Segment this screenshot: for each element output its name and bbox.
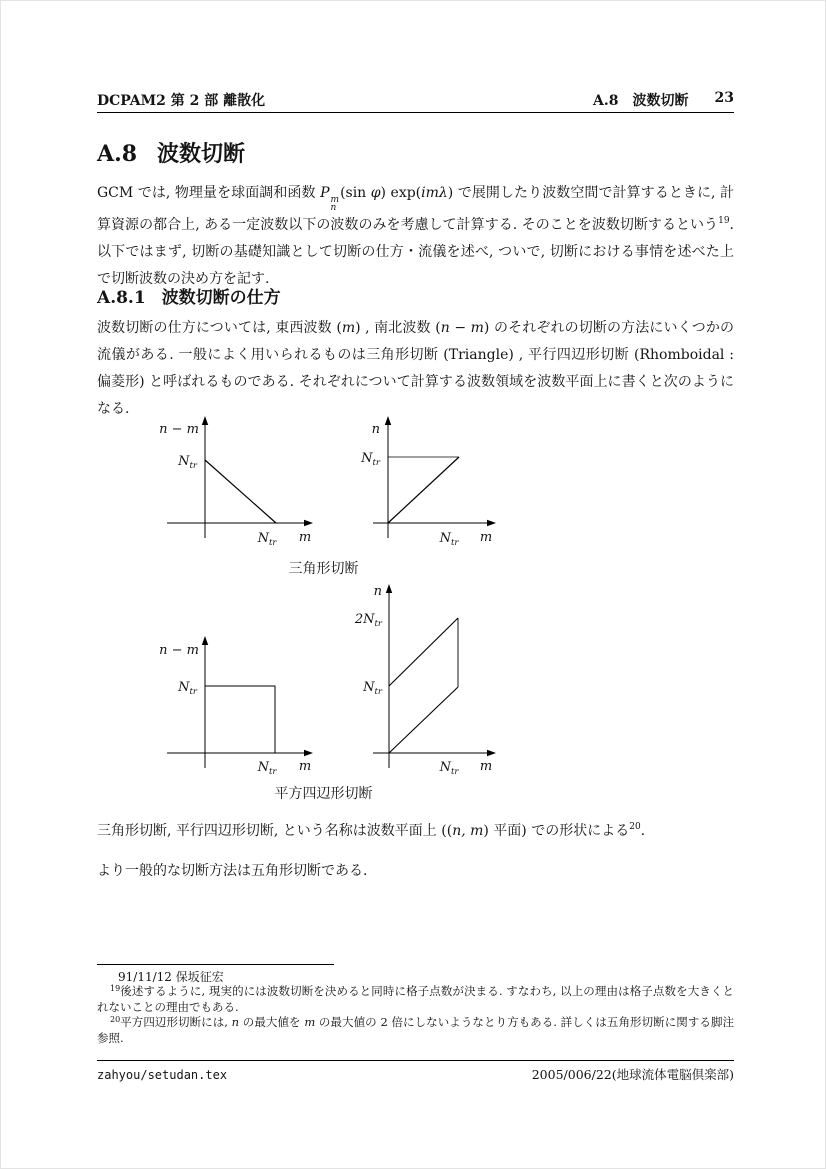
footer-rule — [97, 1060, 734, 1061]
diagram-triangle-nm-plane — [147, 412, 330, 552]
x-tick-Ntr: $N_{tr}$ — [257, 531, 277, 548]
x-tick-Ntr: $N_{tr}$ — [439, 760, 459, 777]
figure-caption: 平方四辺形切断 — [274, 786, 373, 802]
truncation-boundary-line — [205, 460, 276, 523]
paragraph-truncation-methods — [97, 315, 734, 423]
section-title — [97, 137, 245, 168]
header-rule — [97, 112, 734, 113]
page-footer — [97, 1065, 734, 1083]
x-tick-Ntr: $N_{tr}$ — [257, 760, 277, 777]
text-run: (sin — [340, 185, 371, 201]
text-run: ) 平面) での形状による — [483, 823, 630, 839]
y-axis-arrow — [202, 636, 208, 645]
x-axis-label: m — [479, 759, 493, 774]
text-run: 平方四辺形切断には, — [120, 1015, 232, 1029]
footnote-rule — [97, 964, 334, 965]
footer-filename: zahyou/setudan.tex — [97, 1068, 228, 1082]
math-P: P — [320, 185, 330, 201]
diagram-rhomboidal-n-plane — [330, 582, 500, 777]
y-axis-label: n − m — [159, 422, 199, 437]
text-run: GCM では, 物理量を球面調和函数 — [97, 185, 321, 201]
math-m: m — [341, 320, 356, 336]
subsection-heading — [97, 283, 281, 308]
text-run: 後述するように, 現実的には波数切断を決めると同時に格子点数が決まる. すなわち, 以上の理由は格子点数を大きくとれないことの理由でもある. — [97, 984, 734, 1014]
text-run: 三角形切断, 平行四辺形切断, という名称は波数平面上 (( — [97, 823, 453, 839]
math-phi: φ — [370, 185, 381, 201]
figure-row — [147, 412, 500, 552]
header-left-title: DCPAM2 第 2 部 離散化 — [97, 93, 266, 109]
x-axis-arrow — [487, 750, 496, 756]
text-run: ) — [447, 185, 454, 201]
footer-date-credit: 2005/006/22(地球流体電脳倶楽部) — [531, 1067, 734, 1082]
y-tick-Ntr: $N_{tr}$ — [178, 454, 197, 471]
parallelogram-bottom-diagonal — [389, 687, 458, 753]
section-title-number: A.8 — [97, 141, 138, 167]
math-n: n — [231, 1015, 240, 1029]
figure-triangle-truncation — [147, 412, 500, 578]
math-sup-m: m — [330, 195, 340, 205]
y-axis-label: n — [371, 422, 380, 437]
text-run: ) exp( — [380, 185, 422, 201]
y-axis-arrow — [386, 584, 392, 593]
x-axis-arrow — [304, 520, 313, 526]
subsection-label: 波数切断の仕方 — [161, 288, 281, 308]
paragraph-naming — [97, 818, 734, 845]
footnote-ref-19: 19 — [718, 216, 730, 226]
x-axis-label: m — [479, 530, 493, 545]
y-tick-Ntr: $N_{tr}$ — [361, 451, 380, 468]
text-run: 波数切断の仕方については, 東西波数 ( — [97, 320, 342, 336]
footnote-19-marker: 19 — [110, 984, 121, 993]
subsection-number: A.8.1 — [97, 288, 146, 308]
diagram-triangle-n-plane — [330, 412, 500, 552]
text-run: の最大値の 2 倍にしないようなとり方もある. 詳しくは五角形切断に関する脚注参照. — [97, 1015, 735, 1045]
paragraph-intro — [97, 180, 753, 293]
y-axis-arrow — [385, 416, 391, 425]
header-page-number: 23 — [714, 90, 734, 106]
footnote-20-marker: 20 — [110, 1015, 121, 1024]
x-axis-label: m — [298, 530, 312, 545]
diagram-rhomboidal-nm-plane — [147, 582, 330, 777]
math-n-m: n, m — [452, 823, 484, 839]
math-im-lambda: imλ — [421, 185, 448, 201]
footnote-19 — [97, 984, 734, 1015]
y-tick-2Ntr: $2N_{tr}$ — [354, 612, 382, 629]
y-axis-label: n − m — [159, 643, 199, 658]
parallelogram-top-diagonal — [389, 618, 458, 686]
text-run: . 以下ではまず, 切断の基礎知識として切断の仕方・流儀を述べ, ついで, 切断における事情を述べた上で切断波数の決め方を記す. — [97, 217, 753, 287]
x-axis-arrow — [487, 520, 496, 526]
text-run: の最大値を — [239, 1015, 305, 1029]
x-axis-arrow — [304, 750, 313, 756]
footnote-ref-20: 20 — [629, 822, 641, 832]
x-tick-Ntr: $N_{tr}$ — [439, 531, 459, 548]
header-section-title: A.8 波数切断 — [593, 93, 689, 109]
triangle-diagonal-line — [388, 457, 459, 523]
figure-rhomboidal-truncation — [147, 582, 500, 803]
text-run: . — [640, 823, 646, 839]
y-axis-label: n — [373, 584, 382, 599]
math-m: m — [304, 1015, 316, 1029]
text-run: で展開したり波数空間で計算するときに, 計算資源の都合上, ある一定波数以下の波数のみを考慮して計算する. そのことを波数切断するという — [97, 185, 735, 233]
text-run: ) のそれぞれの切断の方法にいくつかの流儀がある. 一般によく用いられるものは三角形切断 (Triangle) , 平行四辺形切断 (Rhomboidal : 偏菱形) と呼ばれるものである. それぞれについて計算する波数領域を波数平面上に書くと次のようになる. — [97, 320, 734, 417]
math-sub-n: n — [330, 203, 337, 213]
header-right — [593, 90, 734, 110]
footnote-20 — [97, 1015, 734, 1046]
square-boundary — [205, 686, 275, 753]
footnote-date-line: 91/11/12 保坂征宏 — [118, 970, 224, 984]
y-tick-Ntr: $N_{tr}$ — [363, 680, 382, 697]
y-axis-arrow — [202, 416, 208, 425]
x-axis-label: m — [298, 759, 312, 774]
figure-row — [147, 582, 500, 777]
paragraph-pentagonal: より一般的な切断方法は五角形切断である. — [97, 863, 368, 879]
math-n-minus-m: n − m — [440, 320, 484, 336]
page-header — [97, 90, 734, 110]
section-title-label: 波数切断 — [157, 141, 246, 167]
text-run: ) , 南北波数 ( — [355, 320, 441, 336]
y-tick-Ntr: $N_{tr}$ — [178, 680, 197, 697]
math-sup-sub — [331, 196, 340, 212]
figure-caption: 三角形切断 — [288, 561, 359, 577]
